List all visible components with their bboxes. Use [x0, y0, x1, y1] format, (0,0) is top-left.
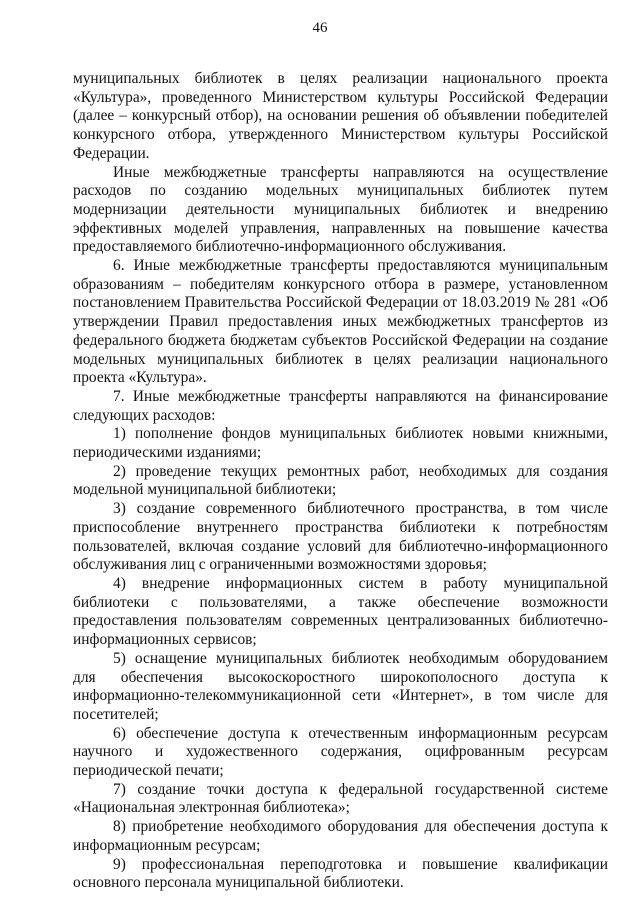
paragraph-continuation: муниципальных библиотек в целях реализации национального проекта «Культура», проведенного Министерством культуры Российской Федерации (далее – конкурсный отбор), на основании решения об объявлении победителей конкурсного отбора, утвержденного Министерством культуры Российской Федерации. [73, 70, 608, 162]
paragraph-item-6: 6. Иные межбюджетные трансферты предоставляются муниципальным образованиям – победителям конкурсного отбора в размере, установленном постановлением Правительства Российской Федерации от 18.03.2019 № 281 «Об утверждении Правил предоставления иных межбюджетных трансфертов из федерального бюджета бюджетам субъектов Российской Федерации на создание модельных муниципальных библиотек в целях реализации национального проекта «Культура». [73, 257, 608, 387]
document-body [73, 70, 608, 893]
paragraph-purpose: Иные межбюджетные трансферты направляются на осуществление расходов по созданию модельных муниципальных библиотек путем модернизации деятельности муниципальных библиотек и внедрению эффективных моделей управления, направленных на повышение качества предоставляемого библиотечно-информационного обслуживания. [73, 163, 608, 256]
list-item-3: 3) создание современного библиотечного пространства, в том числе приспособление внутреннего пространства библиотеки к потребностям пользователей, включая создание условий для библиотечно-информационного обслуживания лиц с ограниченными возможностями здоровья; [73, 500, 608, 574]
list-item-7: 7) создание точки доступа к федеральной государственной системе «Национальная электронная библиотека»; [73, 780, 608, 817]
list-item-2: 2) проведение текущих ремонтных работ, необходимых для создания модельной муниципальной библиотеки; [73, 462, 608, 499]
list-item-8: 8) приобретение необходимого оборудования для обеспечения доступа к информационным ресурсам; [73, 818, 608, 854]
list-item-6: 6) обеспечение доступа к отечественным информационным ресурсам научного и художественного содержания, оцифрованным ресурсам периодической печати; [73, 724, 608, 780]
page-number: 46 [312, 20, 328, 36]
list-item-1: 1) пополнение фондов муниципальных библиотек новыми книжными, периодическими изданиями; [73, 425, 608, 462]
list-item-9: 9) профессиональная переподготовка и повышение квалификации основного персонала муниципальной библиотеки. [73, 855, 608, 892]
list-item-4: 4) внедрение информационных систем в работу муниципальной библиотеки с пользователями, а также обеспечение возможности предоставления пользователям современных централизованных библиотечно-информационных сервисов; [73, 574, 608, 649]
paragraph-item-7: 7. Иные межбюджетные трансферты направляются на финансирование следующих расходов: [73, 387, 608, 424]
list-item-5: 5) оснащение муниципальных библиотек необходимым оборудованием для обеспечения высокоскоростного широкополосного доступа к информационно-телекоммуникационной сети «Интернет», в том числе для посетителей; [73, 649, 608, 723]
